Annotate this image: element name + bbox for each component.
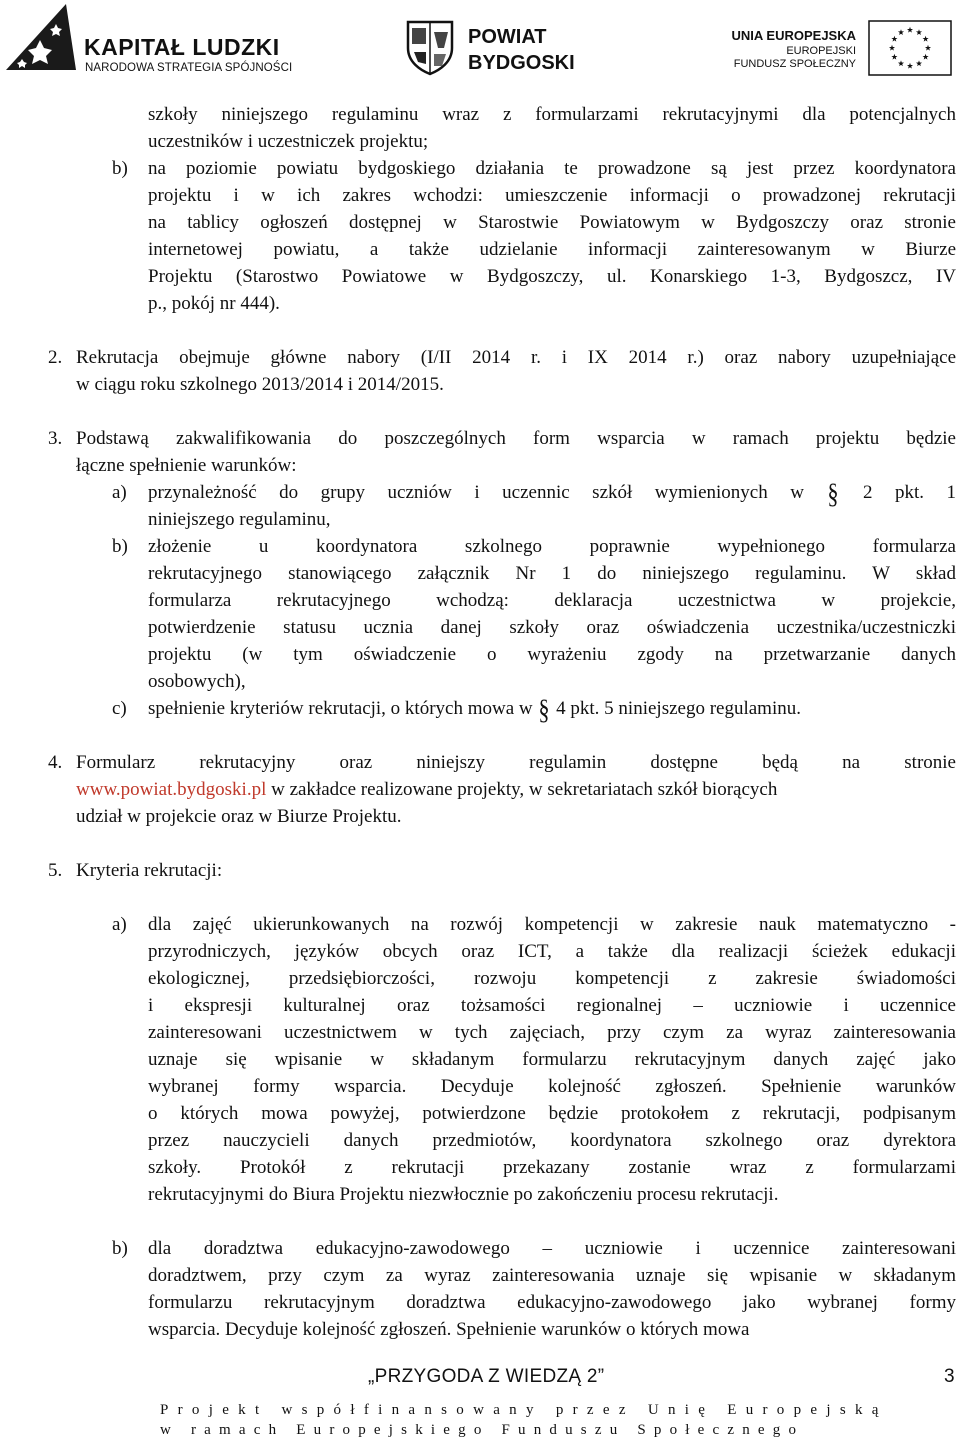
text-line: niniejszego regulaminu, <box>148 509 331 530</box>
kapital-ludzki-logo <box>6 4 296 74</box>
list-marker: a) <box>112 914 127 935</box>
paragraph-number: 4. <box>48 752 63 773</box>
text-line: udział w projekcie oraz w Biurze Projektu. <box>76 806 402 827</box>
paragraph-number: 3. <box>48 428 63 449</box>
kapital-ludzki-title: KAPITAŁ LUDZKI <box>84 34 280 60</box>
text-line: Kryteria rekrutacji: <box>76 860 223 881</box>
text-line: o których mowa powyżej, potwierdzone będzie protokołem z rekrutacji, podpisanym <box>148 1103 956 1124</box>
list-marker: b) <box>112 1238 128 1259</box>
text-line: dla zajęć ukierunkowanych na rozwój kompetencji w zakresie nauk matematyczno - <box>148 914 956 935</box>
text-line: osobowych), <box>148 671 246 692</box>
eu-flag-icon <box>868 20 952 76</box>
list-marker: b) <box>112 536 128 557</box>
powiat-label: POWIAT <box>468 26 547 48</box>
text-line: rekrutacyjnego stanowiącego załącznik Nr 1 do niniejszego regulaminu. W skład <box>148 563 956 584</box>
text-line: łączne spełnienie warunków: <box>76 455 297 476</box>
coat-of-arms-icon <box>404 18 456 76</box>
section-sign: § <box>827 479 840 510</box>
kapital-ludzki-subtitle: NARODOWA STRATEGIA SPÓJNOŚCI <box>85 62 293 74</box>
text-line: zainteresowani uczestnictwem w tych zajęciach, przy czym za wyraz zainteresowania <box>148 1022 956 1043</box>
bydgoski-label: BYDGOSKI <box>468 52 575 74</box>
website-link[interactable]: www.powiat.bydgoski.pl <box>76 779 267 800</box>
list-marker: c) <box>112 698 127 719</box>
text-line: i ekspresji kulturalnej oraz tożsamości regionalnej – uczniowie i uczennice <box>148 995 956 1016</box>
text-line: na tablicy ogłoszeń dostępnej w Starostwie Powiatowym w Bydgoszczy oraz stronie <box>148 212 956 233</box>
text-line: formularzu rekrutacyjnym doradztwa edukacyjno-zawodowego jako wybranej formy <box>148 1292 956 1313</box>
list-marker: a) <box>112 482 127 503</box>
text-fragment: 4 pkt. 5 niniejszego regulaminu. <box>556 698 801 719</box>
text-line: rekrutacyjnymi do Biura Projektu niezwłocznie po zakończeniu procesu rekrutacji. <box>148 1184 779 1205</box>
eu-fund-line2: FUNDUSZ SPOŁECZNY <box>733 58 856 70</box>
text-line: dla doradztwa edukacyjno-zawodowego – uczniowie i uczennice zainteresowani <box>148 1238 956 1259</box>
project-title: „PRZYGODA Z WIEDZĄ 2” <box>368 1366 605 1387</box>
text-line: doradztwem, przy czym za wyraz zainteresowania uznaje się wpisanie w składanym <box>148 1265 956 1286</box>
list-marker: b) <box>112 158 128 179</box>
text-line: Formularz rekrutacyjny oraz niniejszy regulamin dostępne będą na stronie <box>76 752 956 773</box>
text-fragment: w zakładce realizowane projekty, w sekretariatach szkół biorących <box>266 779 778 800</box>
paragraph-number: 2. <box>48 347 63 368</box>
text-line <box>148 479 957 510</box>
text-line: na poziomie powiatu bydgoskiego działania te prowadzone są jest przez koordynatora <box>148 158 956 179</box>
text-line: złożenie u koordynatora szkolnego poprawnie wypełnionego formularza <box>148 536 956 557</box>
eu-fund-line1: EUROPEJSKI <box>786 45 856 57</box>
text-fragment: 2 pkt. 1 <box>862 482 957 503</box>
text-line: formularza rekrutacyjnego wchodzą: deklaracja uczestnictwa w projekcie, <box>148 590 956 611</box>
text-line: ekologicznej, przedsiębiorczości, rozwoju kompetencji z zakresie świadomości <box>148 968 956 989</box>
powiat-bydgoski-logo <box>404 18 594 78</box>
page-number: 3 <box>944 1366 955 1387</box>
kapital-ludzki-emblem-icon <box>6 4 76 70</box>
text-fragment: spełnienie kryteriów rekrutacji, o których mowa w <box>148 698 533 719</box>
text-line: przez nauczycieli danych przedmiotów, koordynatora szkolnego oraz dyrektora <box>148 1130 956 1151</box>
text-fragment: przynależność do grupy uczniów i uczennic szkół wymienionych w <box>148 482 804 503</box>
footer-fund-line: w ramach Europejskiego Funduszu Społecznego <box>160 1422 805 1438</box>
text-line: w ciągu roku szkolnego 2013/2014 i 2014/2015. <box>76 374 444 395</box>
text-line: projektu i w ich zakres wchodzi: umieszczenie informacji o prowadzonej rekrutacji <box>148 185 956 206</box>
text-line: p., pokój nr 444). <box>148 293 280 314</box>
text-line: uczestników i uczestniczek projektu; <box>148 131 429 152</box>
text-line: internetowej powiatu, a także udzielanie informacji zainteresowanym w Biurze <box>148 239 956 260</box>
section-sign: § <box>538 695 550 726</box>
eu-title: UNIA EUROPEJSKA <box>731 28 856 43</box>
text-line: Rekrutacja obejmuje główne nabory (I/II 2014 r. i IX 2014 r.) oraz nabory uzupełniające <box>76 347 956 368</box>
text-line: uznaje się wpisanie w składanym formularzu rekrutacyjnym danych zajęć jako <box>148 1049 956 1070</box>
text-line: potwierdzenie statusu ucznia danej szkoły oraz oświadczenia uczestnika/uczestniczki <box>148 617 956 638</box>
text-line: wybranej formy wsparcia. Decyduje kolejność zgłoszeń. Spełnienie warunków <box>148 1076 956 1097</box>
text-line <box>76 777 777 803</box>
eu-logo <box>731 20 956 80</box>
text-line: szkoły niniejszego regulaminu wraz z formularzami rekrutacyjnymi dla potencjalnych <box>148 104 956 125</box>
page-header <box>0 0 960 82</box>
footer-cofinancing-line: Projekt współfinansowany przez Unię Europejską <box>160 1402 888 1418</box>
text-line <box>148 695 801 726</box>
text-line: wsparcia. Decyduje kolejność zgłoszeń. Spełnienie warunków o których mowa <box>148 1319 750 1340</box>
text-line: Projektu (Starostwo Powiatowe w Bydgoszczy, ul. Konarskiego 1-3, Bydgoszcz, IV <box>148 266 956 287</box>
text-line: Podstawą zakwalifikowania do poszczególnych form wsparcia w ramach projektu będzie <box>76 428 956 449</box>
text-line: szkoły. Protokół z rekrutacji przekazany zostanie wraz z formularzami <box>148 1157 956 1178</box>
text-line: projektu (w tym oświadczenie o wyrażeniu zgody na przetwarzanie danych <box>148 644 956 665</box>
paragraph-number: 5. <box>48 860 63 881</box>
text-line: przyrodniczych, języków obcych oraz ICT, a także dla realizacji ścieżek edukacji <box>148 941 956 962</box>
